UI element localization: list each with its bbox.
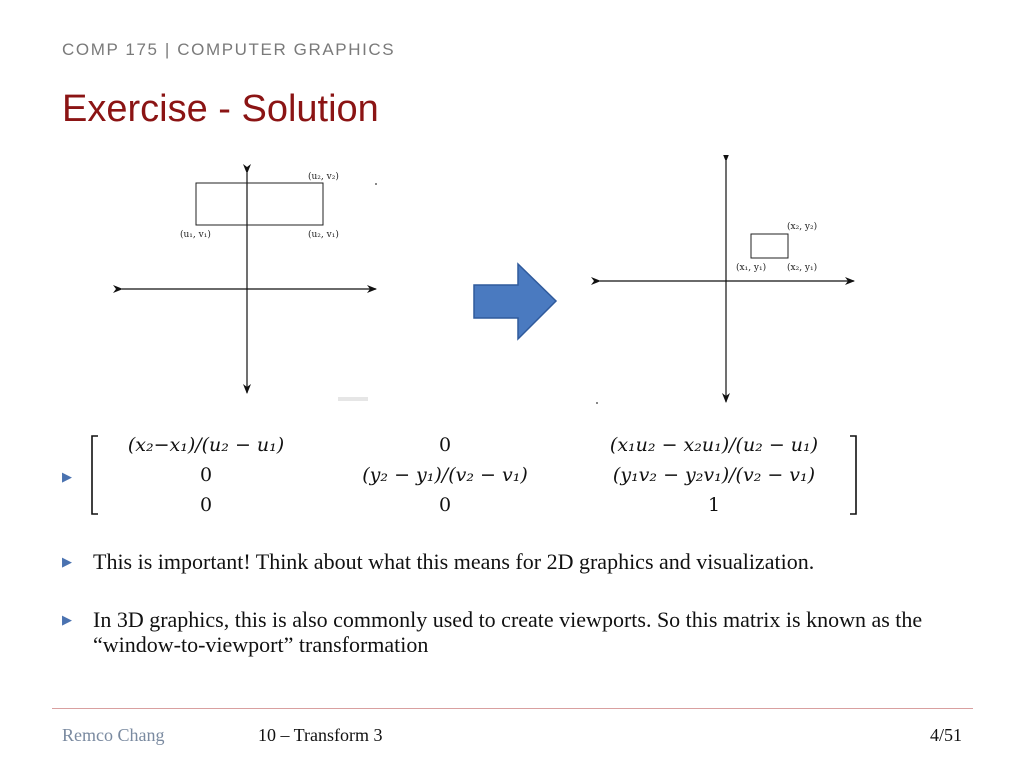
label-u2-v1: (u₂, v₁) <box>308 230 339 240</box>
label-u1-v1: (u₁, v₁) <box>180 230 211 240</box>
matrix-cell-r1c1: (x₂−x₁)/(u₂ − u₁) <box>127 434 285 456</box>
matrix-cell-r1c2: 0 <box>438 434 452 456</box>
label-u2-v2: (u₂, v₂) <box>308 172 339 182</box>
course-header: COMP 175 | COMPUTER GRAPHICS <box>62 40 396 59</box>
window-viewport-figure <box>110 155 870 410</box>
bullet-marker-1: ▶ <box>62 555 72 570</box>
bullet-text-1: This is important! Think about what this means for 2D graphics and visualization. <box>93 549 815 574</box>
matrix-cell-r3c3: 1 <box>707 494 721 516</box>
label-x2-y1: (x₂, y₁) <box>787 263 818 273</box>
matrix-cell-r2c2: (y₂ − y₁)/(v₂ − v₁) <box>362 464 528 486</box>
footer-lecture: 10 – Transform 3 <box>258 725 383 745</box>
label-x2-y2: (x₂, y₂) <box>787 222 818 232</box>
viewport-axes <box>600 161 854 402</box>
window-rectangle <box>196 183 323 225</box>
matrix-cell-r2c1: 0 <box>199 464 213 486</box>
transform-arrow-icon <box>474 264 556 339</box>
label-x1-y1: (x₁, y₁) <box>736 263 767 273</box>
bullet-marker-2: ▶ <box>62 613 72 628</box>
window-axes <box>122 173 376 393</box>
bullet-marker-matrix: ▶ <box>62 470 72 485</box>
matrix-cell-r3c2: 0 <box>438 494 452 516</box>
transformation-matrix <box>88 432 868 520</box>
bullet-text-2: In 3D graphics, this is also commonly used to create viewports. So this matrix is known as the “window-to-viewport” transformation <box>93 607 923 657</box>
matrix-cell-r2c3: (y₁v₂ − y₂v₁)/(v₂ − v₁) <box>612 464 816 486</box>
matrix-cell-r3c1: 0 <box>199 494 213 516</box>
footer-page-number: 4/51 <box>929 725 962 745</box>
matrix-cell-r1c3: (x₁u₂ − x₂u₁)/(u₂ − u₁) <box>609 434 819 456</box>
footer-divider <box>52 708 973 709</box>
footer-author: Remco Chang <box>62 725 165 745</box>
slide-title: Exercise - Solution <box>62 88 379 130</box>
viewport-rectangle <box>751 234 788 258</box>
